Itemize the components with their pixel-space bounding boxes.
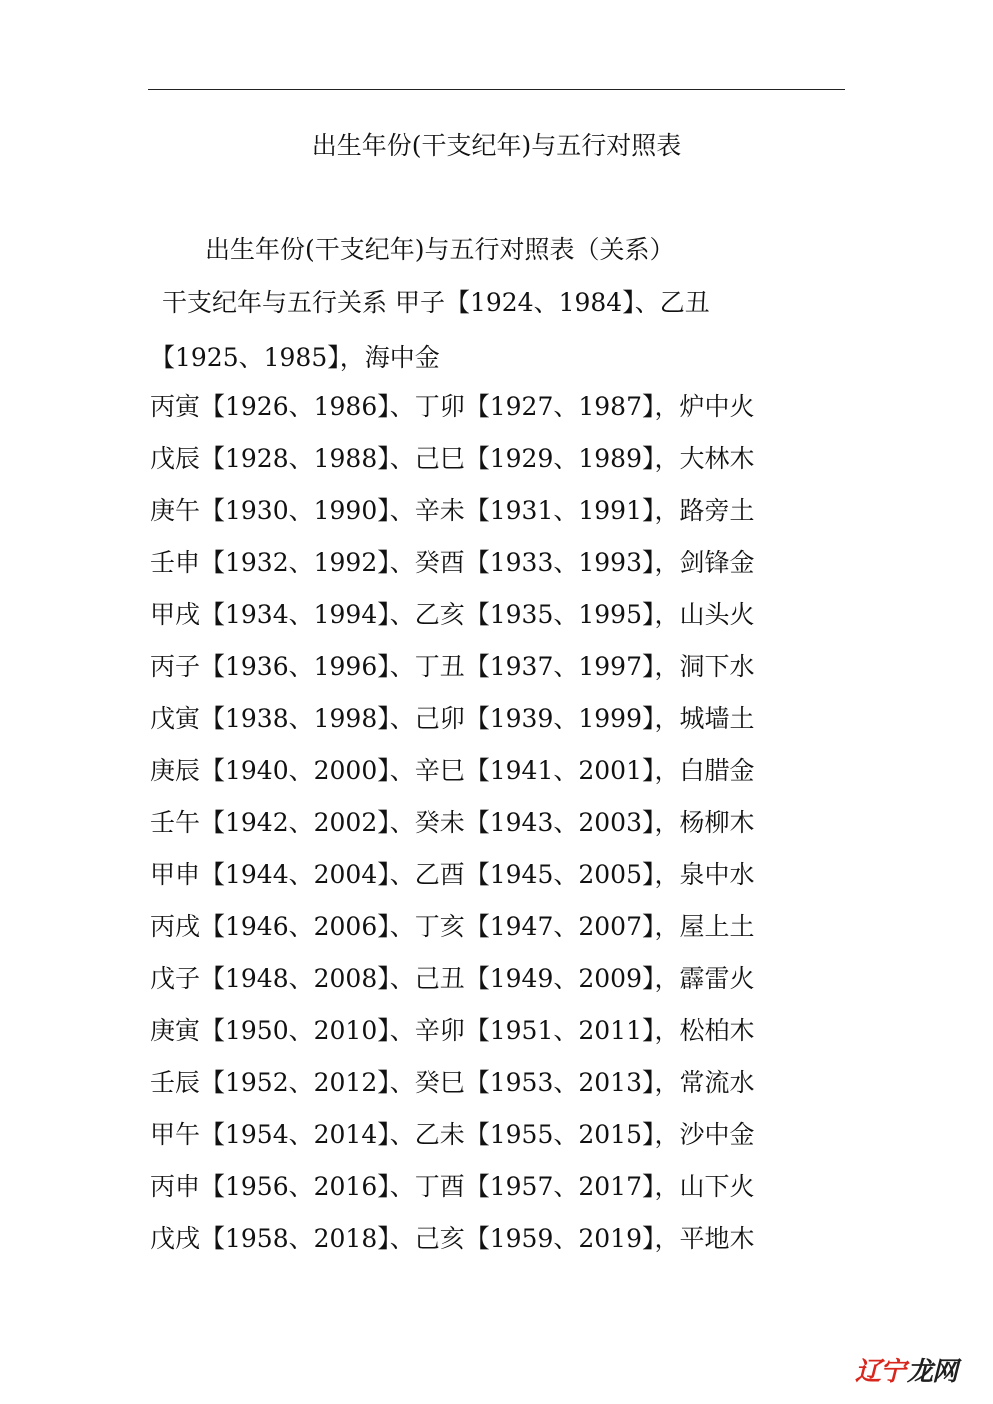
document-subtitle: 出生年份(干支纪年)与五行对照表（关系） — [205, 235, 675, 264]
table-row: 庚午【1930、1990】、辛未【1931、1991】，路旁土 — [150, 496, 755, 525]
table-row: 壬辰【1952、2012】、癸巳【1953、2013】，常流水 — [150, 1068, 755, 1097]
intro-line: 干支纪年与五行关系 甲子【1924、1984】、乙丑 — [162, 288, 710, 317]
watermark-text-a: 辽宁 — [854, 1357, 905, 1387]
document-title: 出生年份(干支纪年)与五行对照表 — [311, 131, 682, 160]
header-rule — [148, 89, 845, 90]
intro-line: 【1925、1985】，海中金 — [150, 343, 440, 372]
table-row: 甲戌【1934、1994】、乙亥【1935、1995】，山头火 — [150, 600, 755, 629]
table-row: 丙戌【1946、2006】、丁亥【1947、2007】，屋上土 — [150, 912, 755, 941]
table-row: 丙子【1936、1996】、丁丑【1937、1997】，洞下水 — [150, 652, 755, 681]
table-row: 甲午【1954、2014】、乙未【1955、2015】，沙中金 — [150, 1120, 755, 1149]
watermark-logo — [855, 1351, 957, 1388]
watermark-text-b: 龙网 — [906, 1357, 957, 1387]
table-row: 丙寅【1926、1986】、丁卯【1927、1987】，炉中火 — [150, 392, 755, 421]
table-row: 戊辰【1928、1988】、己巳【1929、1989】，大林木 — [150, 444, 755, 473]
table-row: 壬午【1942、2002】、癸未【1943、2003】，杨柳木 — [150, 808, 755, 837]
table-row: 庚寅【1950、2010】、辛卯【1951、2011】，松柏木 — [150, 1016, 755, 1045]
table-row: 甲申【1944、2004】、乙酉【1945、2005】，泉中水 — [150, 860, 755, 889]
table-row: 壬申【1932、1992】、癸酉【1933、1993】，剑锋金 — [150, 548, 755, 577]
table-row: 戊戌【1958、2018】、己亥【1959、2019】，平地木 — [150, 1224, 755, 1253]
table-row: 庚辰【1940、2000】、辛巳【1941、2001】，白腊金 — [150, 756, 755, 785]
table-row: 戊子【1948、2008】、己丑【1949、2009】，霹雷火 — [150, 964, 755, 993]
table-row: 丙申【1956、2016】、丁酉【1957、2017】，山下火 — [150, 1172, 755, 1201]
table-row: 戊寅【1938、1998】、己卯【1939、1999】，城墙土 — [150, 704, 755, 733]
